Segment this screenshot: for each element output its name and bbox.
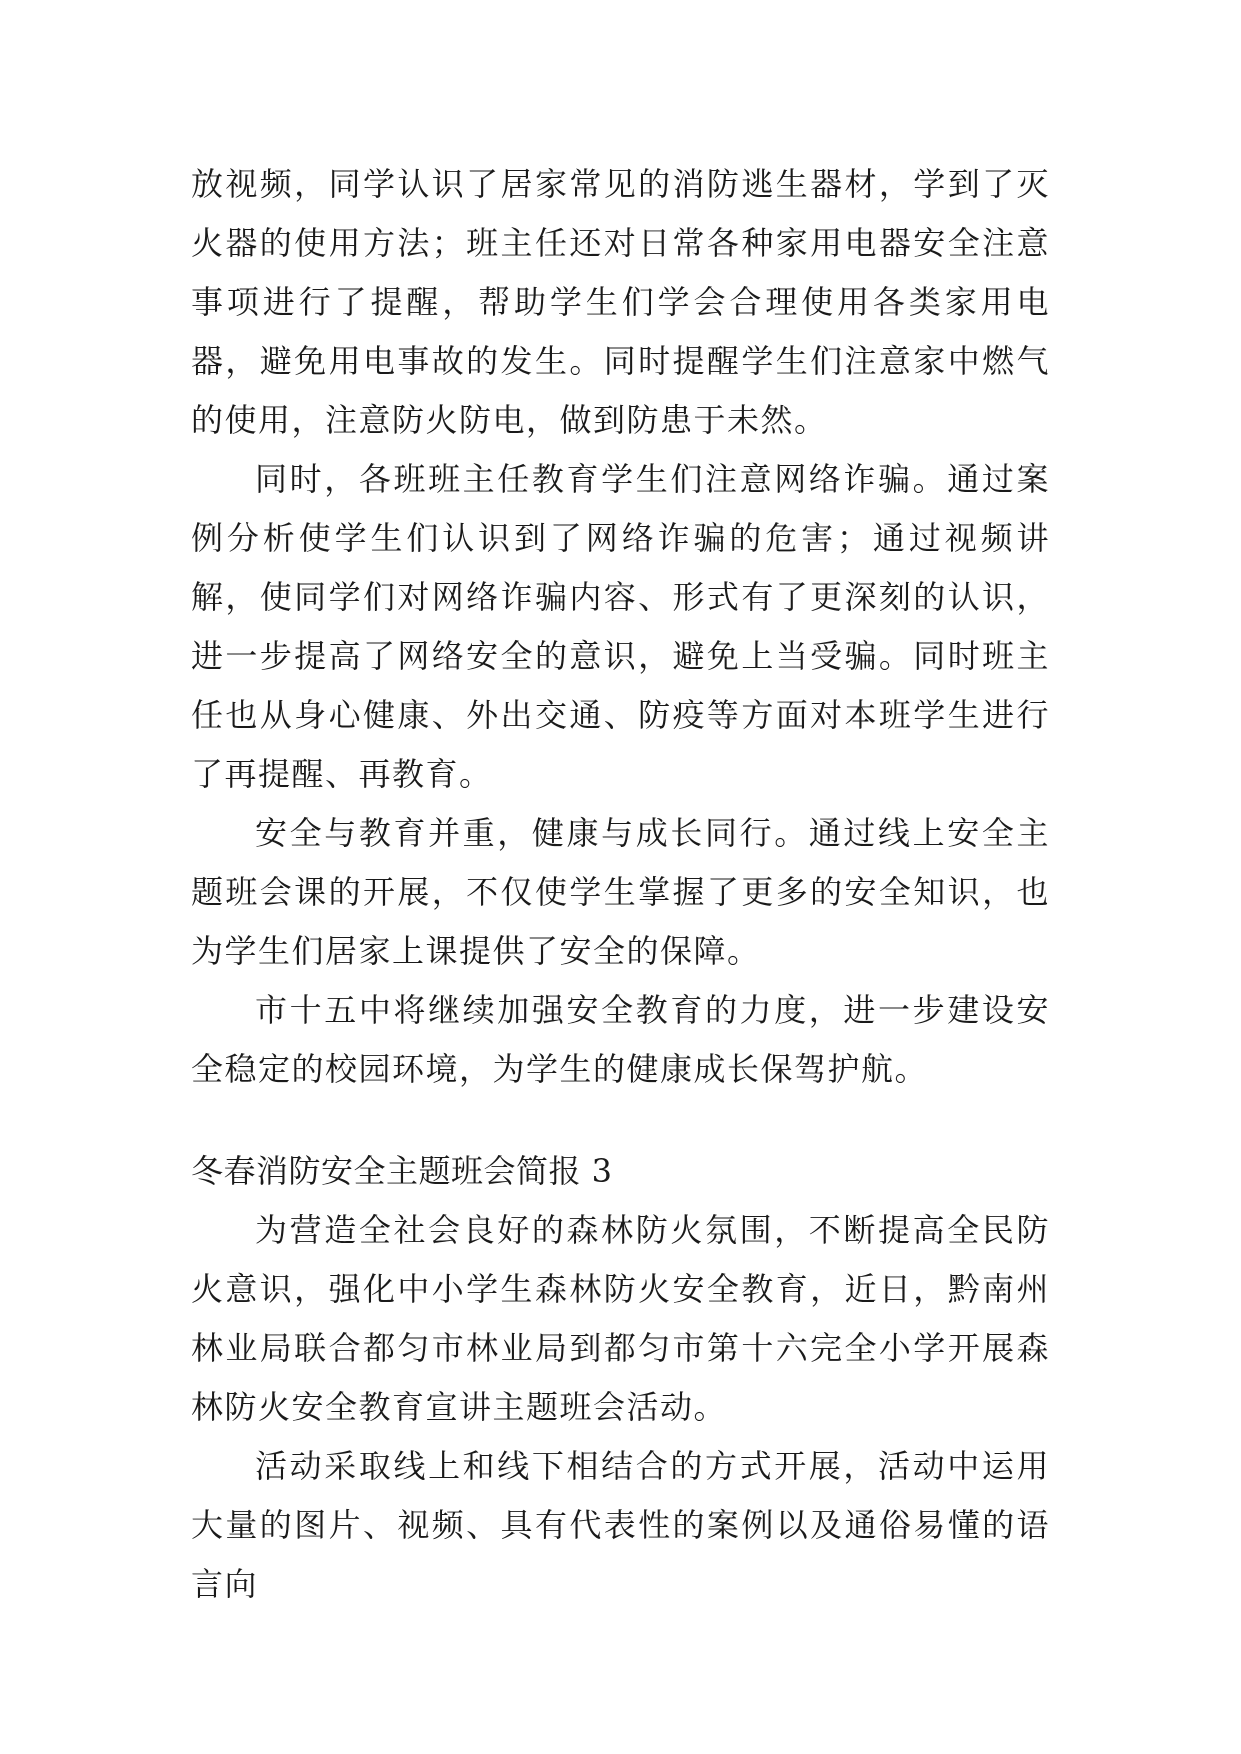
paragraph-network-fraud: 同时，各班班主任教育学生们注意网络诈骗。通过案例分析使学生们认识到了网络诈骗的危害；通过视频讲解，使同学们对网络诈骗内容、形式有了更深刻的认识，进一步提高了网络安全的意识，避免上当受骗。同时班主任也从身心健康、外出交通、防疫等方面对本班学生进行了再提醒、再教育。: [191, 460, 1050, 793]
paragraph-safety-education: 安全与教育并重，健康与成长同行。通过线上安全主题班会课的开展，不仅使学生掌握了更多的安全知识，也为学生们居家上课提供了安全的保障。: [191, 814, 1050, 970]
paragraph-school-plan: 市十五中将继续加强安全教育的力度，进一步建设安全稳定的校园环境，为学生的健康成长保驾护航。: [191, 991, 1050, 1088]
paragraph-activity-method: 活动采取线上和线下相结合的方式开展，活动中运用大量的图片、视频、具有代表性的案例以及通俗易懂的语言向: [191, 1447, 1050, 1603]
paragraph-continued: 放视频，同学认识了居家常见的消防逃生器材，学到了灭火器的使用方法；班主任还对日常各种家用电器安全注意事项进行了提醒，帮助学生们学会合理使用各类家用电器，避免用电事故的发生。同时提醒学生们注意家中燃气的使用，注意防火防电，做到防患于未然。: [191, 165, 1050, 439]
section-title: 冬春消防安全主题班会简报 3: [191, 1152, 613, 1190]
document-body: [191, 155, 1050, 1614]
paragraph-forest-fire-intro: 为营造全社会良好的森林防火氛围，不断提高全民防火意识，强化中小学生森林防火安全教育，近日，黔南州林业局联合都匀市林业局到都匀市第十六完全小学开展森林防火安全教育宣讲主题班会活动。: [191, 1211, 1050, 1426]
